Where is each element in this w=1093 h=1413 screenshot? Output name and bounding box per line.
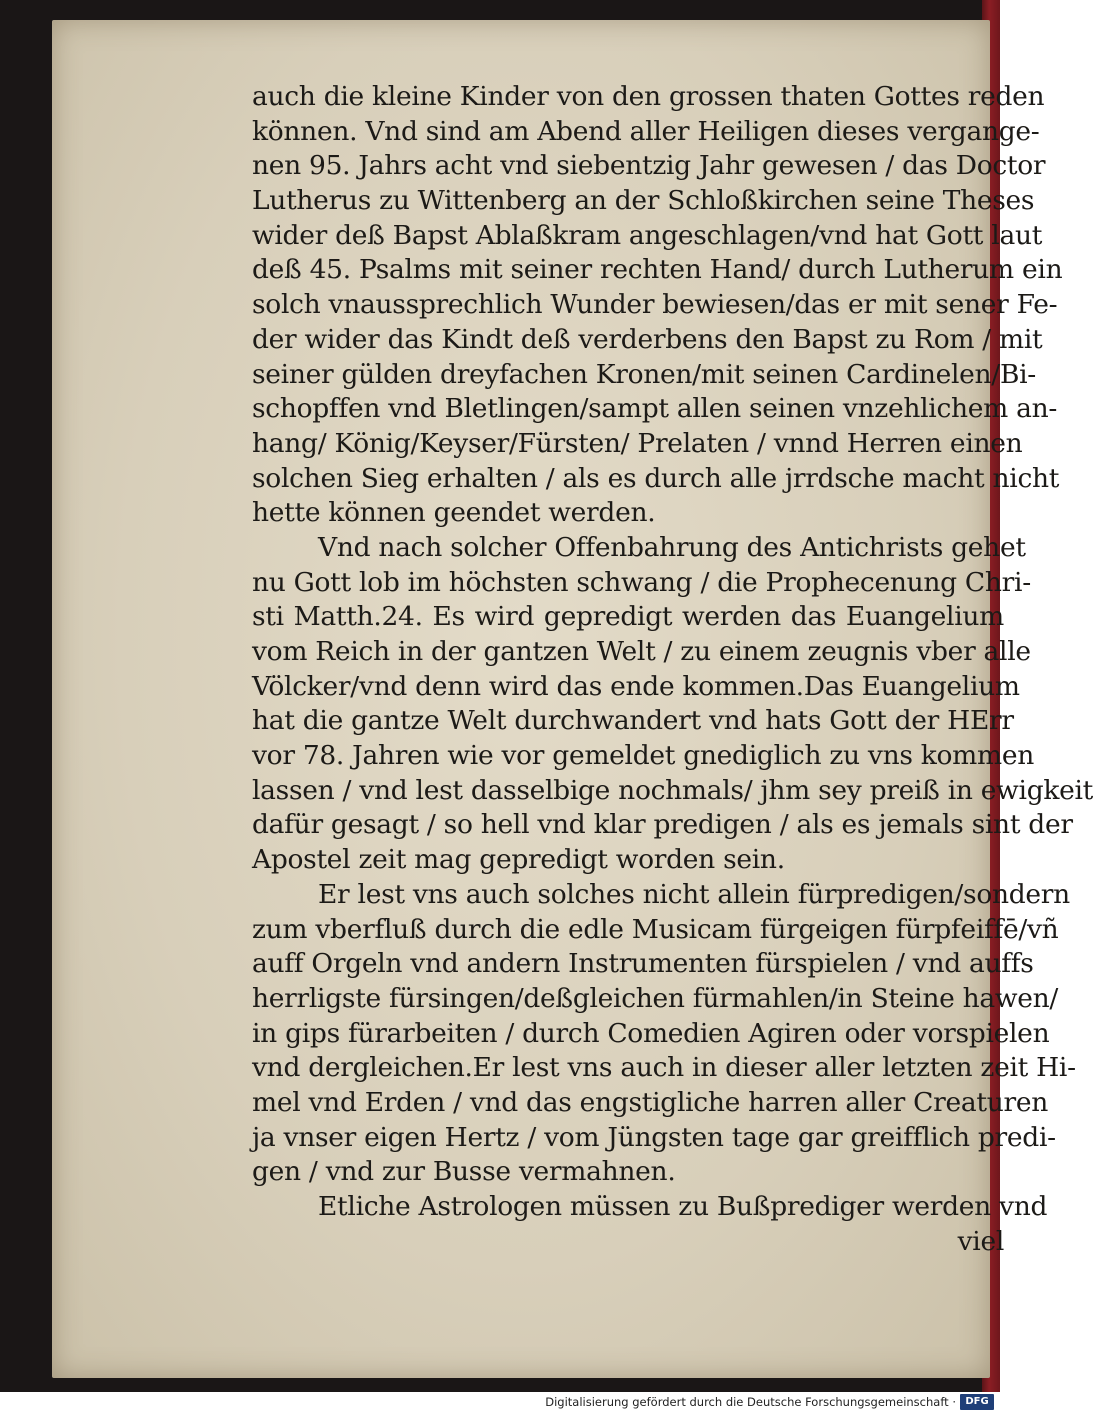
book-page: [52, 20, 1093, 1378]
text-line: schopffen vnd Bletlingen/sampt allen seinen vnzehlichem an-: [252, 393, 1058, 425]
text-line: vom Reich in der gantzen Welt / zu einem zeugnis vber alle: [252, 636, 1031, 667]
text-line: nu Gott lob im höchsten schwang / die Prophecenung Chri-: [252, 566, 1031, 598]
page-text: [252, 80, 1093, 1259]
text-line: ja vnser eigen Hertz / vom Jüngsten tage gar greifflich predi-: [252, 1121, 1056, 1153]
text-line: können. Vnd sind am Abend aller Heiligen dieses vergange-: [252, 115, 1040, 147]
text-line: auch die kleine Kinder von den grossen thaten Gottes reden: [252, 81, 1045, 112]
text-line: Er lest vns auch solches nicht allein fürpredigen/sondern: [318, 878, 1070, 910]
text-line: hette können geendet werden.: [252, 497, 656, 529]
text-line: deß 45. Psalms mit seiner rechten Hand/ durch Lutherum ein: [252, 254, 1063, 286]
text-line: vnd dergleichen.Er lest vns auch in dieser aller letzten zeit Hi-: [252, 1052, 1076, 1084]
text-line: Vnd nach solcher Offenbahrung des Antichrists gehet: [318, 531, 1026, 563]
text-line: der wider das Kindt deß verderbens den Bapst zu Rom / mit: [252, 323, 1043, 355]
text-line: dafür gesagt / so hell vnd klar predigen / als es jemals sint der: [252, 809, 1073, 841]
text-line: seiner gülden dreyfachen Kronen/mit seinen Cardinelen/Bi-: [252, 358, 1036, 390]
dfg-logo: DFG: [960, 1394, 994, 1410]
catchword: viel: [957, 1225, 1004, 1257]
text-line: hat die gantze Welt durchwandert vnd hats Gott der HErr: [252, 705, 1014, 737]
text-line: wider deß Bapst Ablaßkram angeschlagen/vnd hat Gott laut: [252, 219, 1043, 251]
text-line: Völcker/vnd denn wird das ende kommen.Das Euangelium: [252, 670, 1020, 702]
text-line: Apostel zeit mag gepredigt worden sein.: [252, 844, 785, 876]
text-line: herrligste fürsingen/deßgleichen fürmahlen/in Steine hawen/: [252, 982, 1059, 1014]
text-line: solch vnaussprechlich Wunder bewiesen/das er mit sener Fe-: [252, 289, 1058, 321]
text-line: auff Orgeln vnd andern Instrumenten fürspielen / vnd auffs: [252, 948, 1034, 980]
text-line: lassen / vnd lest dasselbige nochmals/ jhm sey preiß in ewigkeit: [252, 774, 1093, 806]
text-line: Etliche Astrologen müssen zu Bußprediger werden vnd: [318, 1191, 1048, 1222]
funding-notice: Digitalisierung gefördert durch die Deutsche Forschungsgemeinschaft ·: [545, 1395, 956, 1409]
text-line: in gips fürarbeiten / durch Comedien Agiren oder vorspielen: [252, 1017, 1050, 1049]
text-line: nen 95. Jahrs acht vnd siebentzig Jahr gewesen / das Doctor: [252, 150, 1046, 182]
text-line: hang/ König/Keyser/Fürsten/ Prelaten / vnnd Herren einen: [252, 427, 1023, 459]
text-line: sti Matth.24. Es wird gepredigt werden das Euangelium: [252, 601, 1004, 633]
text-line: mel vnd Erden / vnd das engstigliche harren aller Creaturen: [252, 1086, 1048, 1118]
text-line: zum vberfluß durch die edle Musicam fürgeigen fürpfeiffē/vñ: [252, 913, 1059, 945]
footer-bar: [0, 1392, 1000, 1413]
text-line: vor 78. Jahren wie vor gemeldet gnediglich zu vns kommen: [252, 740, 1034, 772]
text-line: Lutherus zu Wittenberg an der Schloßkirchen seine Theses: [252, 185, 1035, 217]
text-line: solchen Sieg erhalten / als es durch alle jrrdsche macht nicht: [252, 462, 1060, 494]
text-line: gen / vnd zur Busse vermahnen.: [252, 1156, 676, 1188]
